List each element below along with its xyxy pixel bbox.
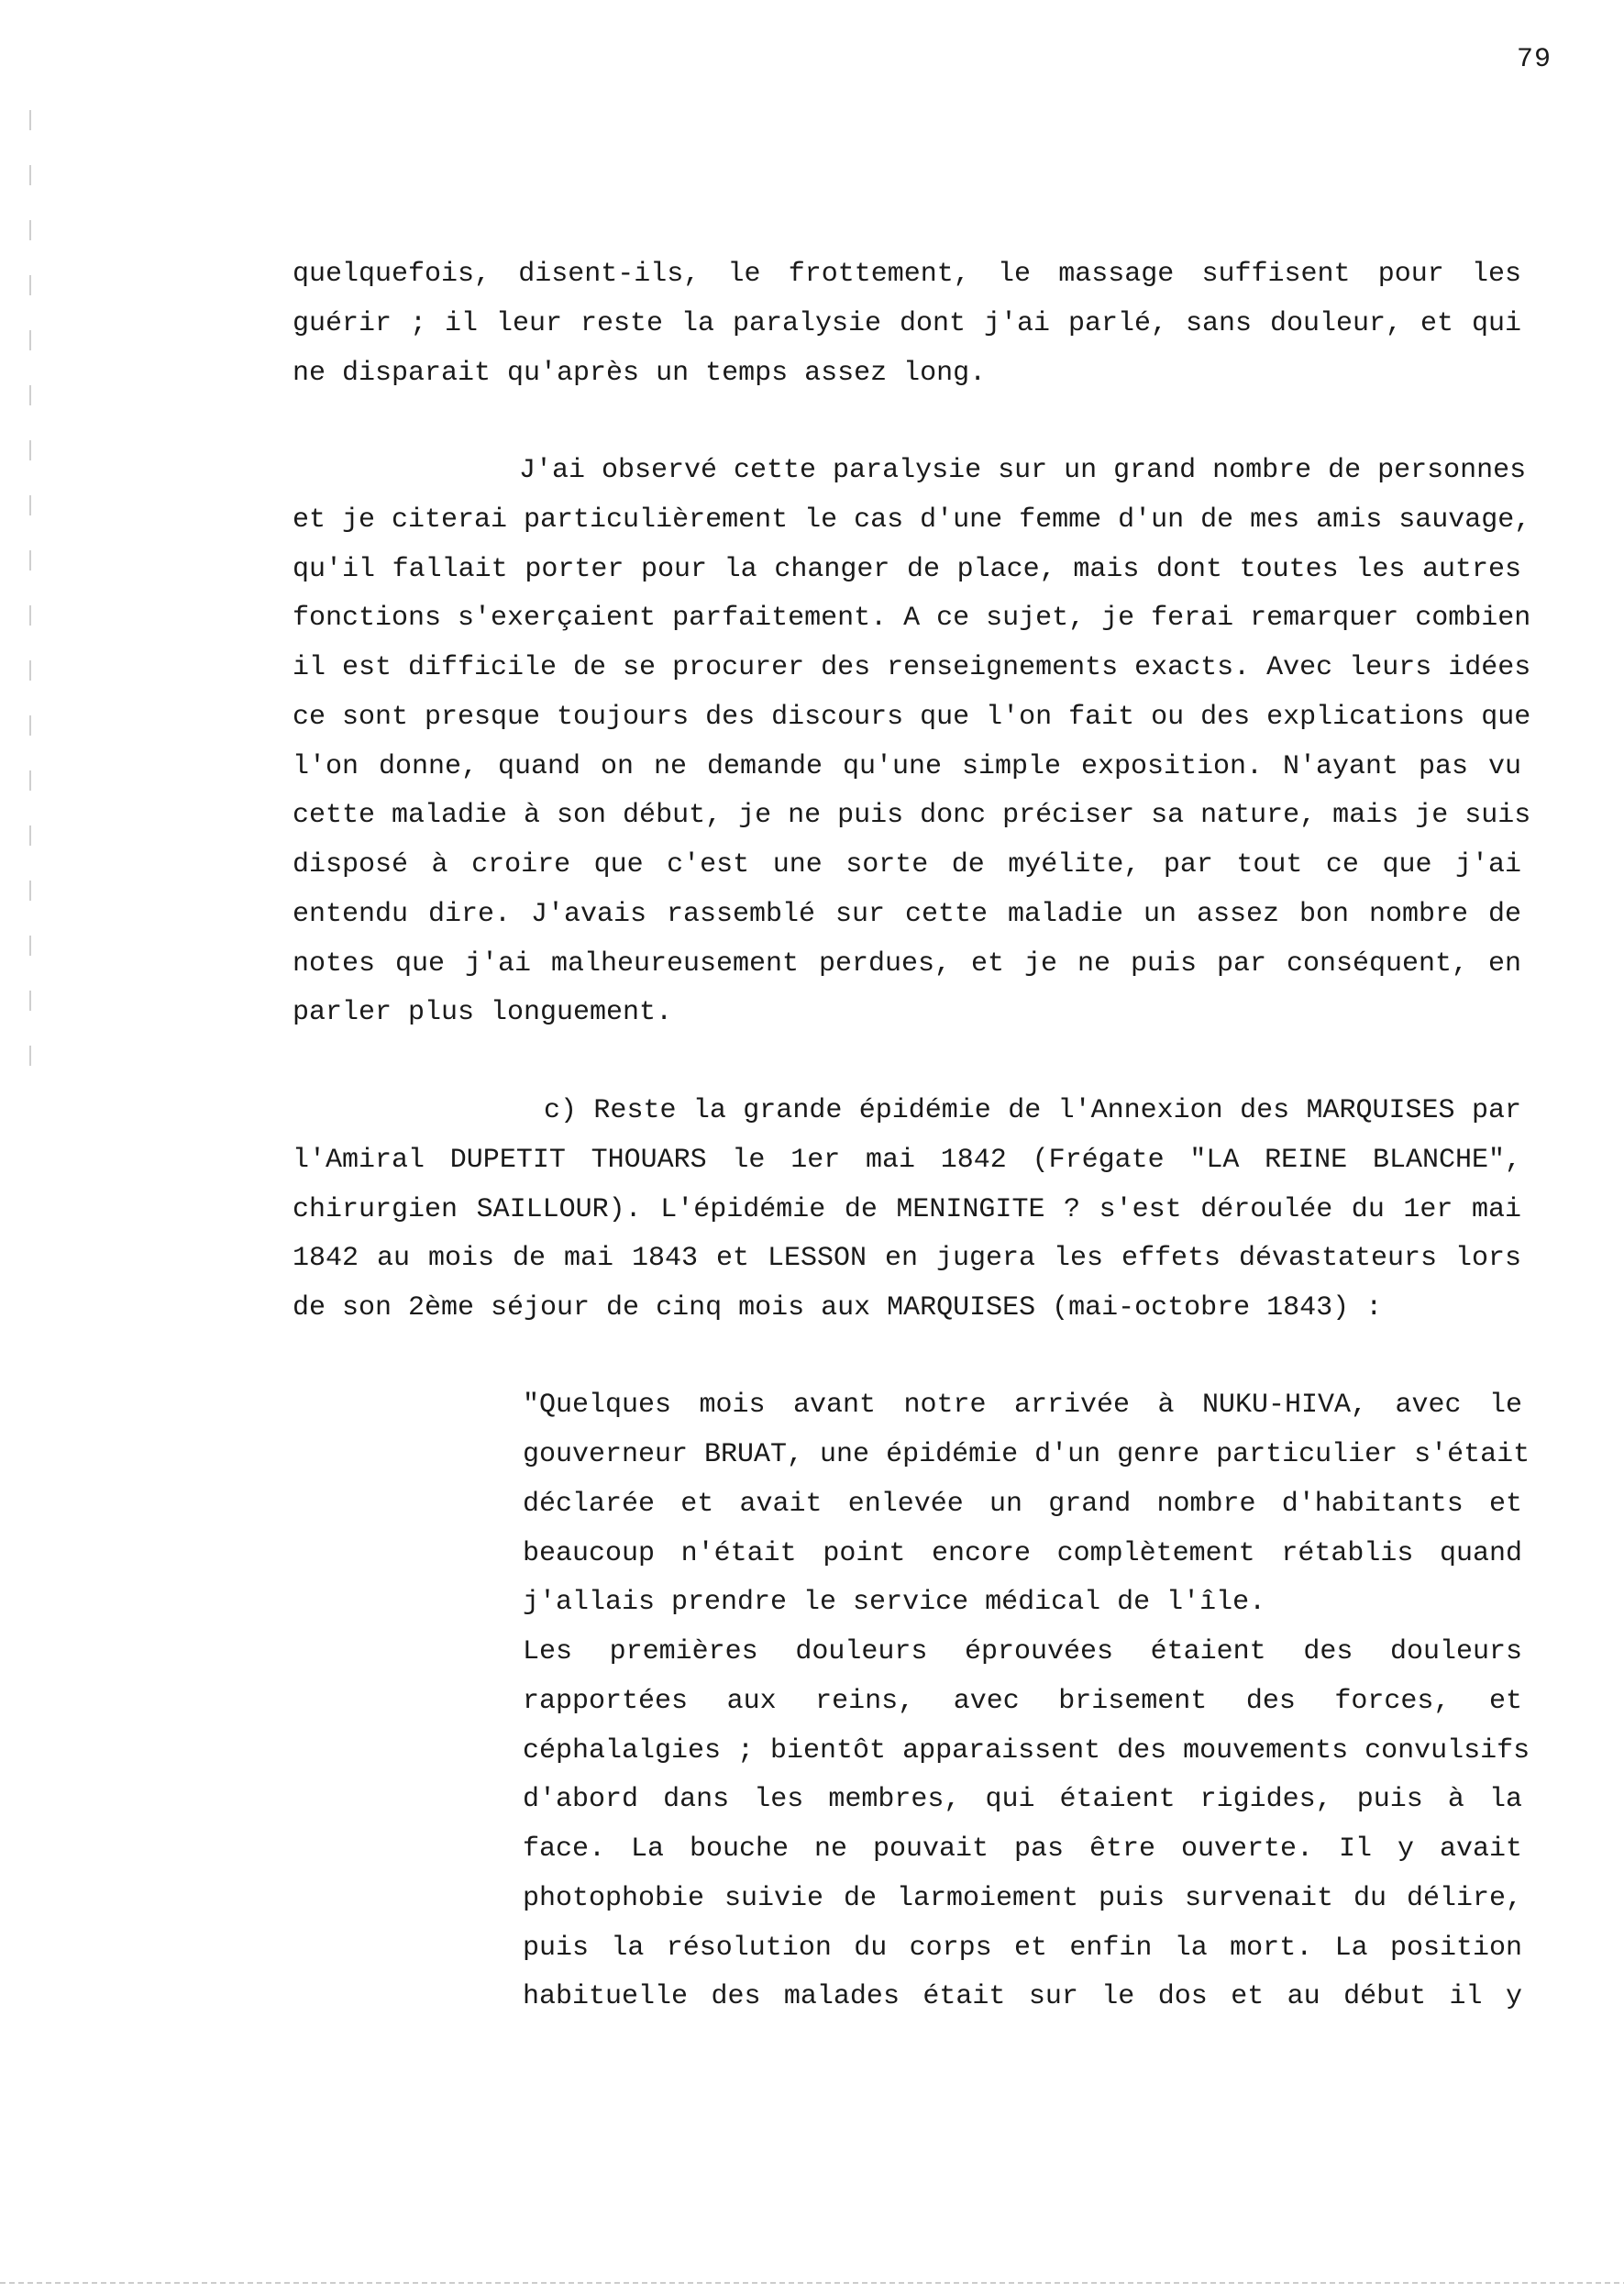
paragraph-line: qu'il fallait porter pour la changer de place, mais dont toutes les autres	[293, 554, 1521, 585]
paragraph-line: entendu dire. J'avais rassemblé sur cette maladie un assez bon nombre de	[293, 899, 1521, 930]
paragraph-line: guérir ; il leur reste la paralysie dont j'ai parlé, sans douleur, et qui	[293, 308, 1521, 339]
paragraph-line: de son 2ème séjour de cinq mois aux MARQUISES (mai-octobre 1843) :	[293, 1292, 1383, 1324]
quote-line: beaucoup n'était point encore complètement rétablis quand	[523, 1538, 1522, 1569]
quote-line: face. La bouche ne pouvait pas être ouverte. Il y avait	[523, 1833, 1522, 1865]
paragraph-line: cette maladie à son début, je ne puis donc préciser sa nature, mais je suis	[293, 800, 1531, 831]
paragraph-line: notes que j'ai malheureusement perdues, et je ne puis par conséquent, en	[293, 948, 1521, 980]
paragraph-line: chirurgien SAILLOUR). L'épidémie de MENINGITE ? s'est déroulée du 1er mai	[293, 1194, 1521, 1225]
quote-line: rapportées aux reins, avec brisement des forces, et	[523, 1686, 1522, 1717]
paragraph-line: ne disparait qu'après un temps assez long.	[293, 358, 987, 389]
quote-line: déclarée et avait enlevée un grand nombre d'habitants et	[523, 1489, 1522, 1520]
scan-bottom-edge	[0, 2282, 1624, 2284]
paragraph-line: il est difficile de se procurer des renseignements exacts. Avec leurs idées	[293, 652, 1531, 683]
paragraph-line: l'Amiral DUPETIT THOUARS le 1er mai 1842 (Frégate "LA REINE BLANCHE",	[293, 1145, 1521, 1176]
quote-line: d'abord dans les membres, qui étaient rigides, puis à la	[523, 1784, 1522, 1815]
quote-line: j'allais prendre le service médical de l'île.	[523, 1587, 1266, 1618]
paragraph-line: 1842 au mois de mai 1843 et LESSON en jugera les effets dévastateurs lors	[293, 1243, 1521, 1274]
paragraph-line: parler plus longuement.	[293, 997, 673, 1028]
quote-line: gouverneur BRUAT, une épidémie d'un genre particulier s'était	[523, 1439, 1530, 1470]
paragraph-line: c) Reste la grande épidémie de l'Annexion des MARQUISES par	[544, 1095, 1521, 1126]
paragraph-line: fonctions s'exerçaient parfaitement. A ce sujet, je ferai remarquer combien	[293, 603, 1531, 634]
quote-line: Les premières douleurs éprouvées étaient des douleurs	[523, 1636, 1522, 1667]
scan-margin-artifact	[29, 110, 31, 1073]
paragraph-line: disposé à croire que c'est une sorte de myélite, par tout ce que j'ai	[293, 849, 1521, 881]
quote-line: puis la résolution du corps et enfin la mort. La position	[523, 1933, 1522, 1964]
quote-line: céphalalgies ; bientôt apparaissent des mouvements convulsifs	[523, 1735, 1530, 1767]
page-number: 79	[1517, 44, 1552, 75]
paragraph-line: J'ai observé cette paralysie sur un grand nombre de personnes	[519, 455, 1527, 486]
quote-line: habituelle des malades était sur le dos et au début il y	[523, 1981, 1522, 2012]
paragraph-line: l'on donne, quand on ne demande qu'une simple exposition. N'ayant pas vu	[293, 751, 1521, 782]
quote-line: photophobie suivie de larmoiement puis survenait du délire,	[523, 1883, 1522, 1914]
quote-line: "Quelques mois avant notre arrivée à NUKU-HIVA, avec le	[523, 1390, 1522, 1421]
paragraph-line: quelquefois, disent-ils, le frottement, le massage suffisent pour les	[293, 259, 1521, 290]
paragraph-line: ce sont presque toujours des discours que l'on fait ou des explications que	[293, 702, 1531, 733]
paragraph-line: et je citerai particulièrement le cas d'une femme d'un de mes amis sauvage,	[293, 504, 1531, 536]
